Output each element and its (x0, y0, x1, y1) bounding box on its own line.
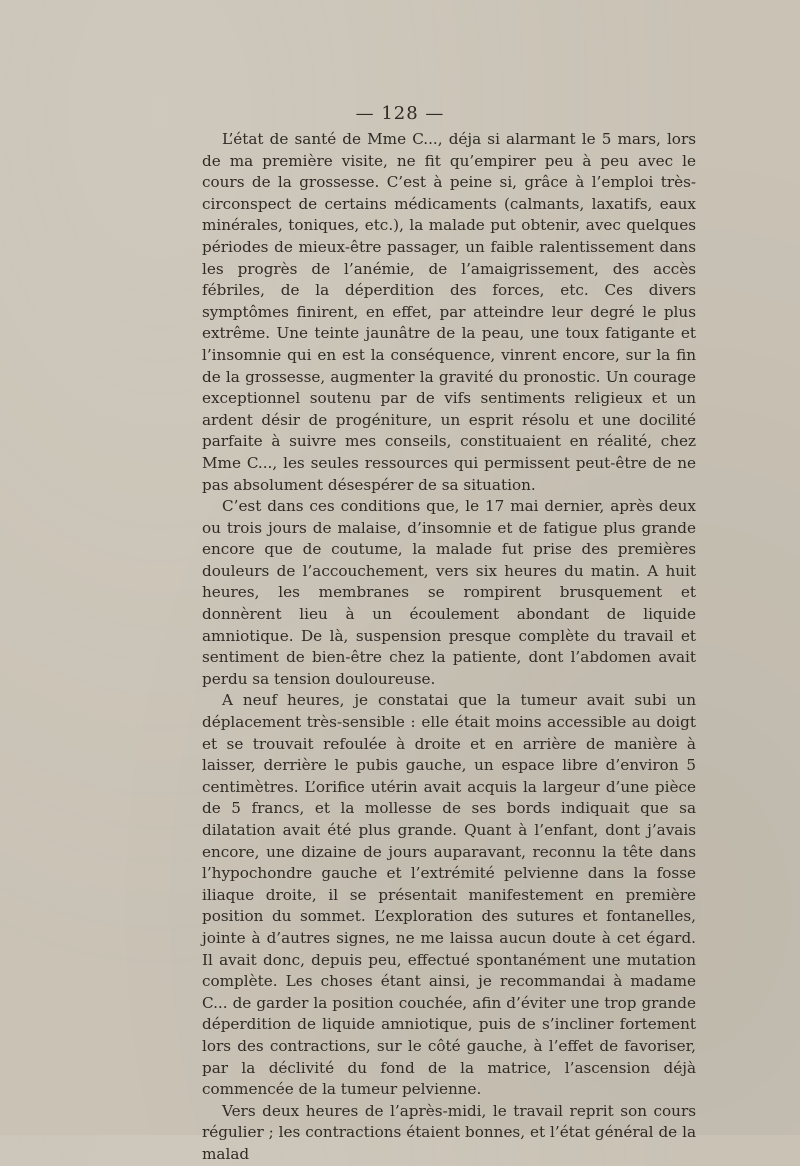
paragraph: A neuf heures, je constatai que la tumeur avait subi un déplacement très-sensible : elle était moins accessible au doigt et se trouvait refoulée à droite et en arrière de manière à laisser, derrière le pubis gauche, un espace libre d’environ 5 centimètres. L’orifice utérin avait acquis la largeur d’une pièce de 5 francs, et la mollesse de ses bords indiquait que sa dilatation avait été plus grande. Quant à l’enfant, dont j’avais encore, une dizaine de jours auparavant, reconnu la tête dans l’hypochondre gauche et l’extrémité pelvienne dans la fosse iliaque droite, il se présentait manifestement en première position du sommet. L’exploration des sutures et fontanelles, jointe à d’autres signes, ne me laissa aucun doute à cet égard. Il avait donc, depuis peu, effectué spontanément une mutation complète. Les choses étant ainsi, je recommandai à madame C... de garder la position couchée, afin d’éviter une trop grande déperdition de liquide amniotique, puis de s’incliner fortement lors des contractions, sur le côté gauche, à l’effet de favoriser, par la déclivité du fond de la matrice, l’ascension déjà commencée de la tumeur pelvienne. (202, 691, 696, 1099)
paragraph: Vers deux heures de l’après-midi, le travail reprit son cours régulier ; les contractions étaient bonnes, et l’état général de la malad (202, 1101, 696, 1163)
paragraph: C’est dans ces conditions que, le 17 mai dernier, après deux ou trois jours de malaise, d’insomnie et de fatigue plus grande encore que de coutume, la malade fut prise des premières douleurs de l’accouchement, vers six heures du matin. A huit heures, les membranes se rompirent brusquement et donnèrent lieu à un écoulement abondant de liquide amniotique. De là, suspension presque complète du travail et sentiment de bien-être chez la patiente, dont l’abdomen avait perdu sa tension douloureuse. (202, 497, 696, 688)
paragraph: L’état de santé de Mme C..., déja si alarmant le 5 mars, lors de ma première visite, ne fit qu’empirer peu à peu avec le cours de la grossesse. C’est à peine si, grâce à l’emploi très-circonspect de certains médicaments (calmants, laxatifs, eaux minérales, toniques, etc.), la malade put obtenir, avec quelques périodes de mieux-être passager, un faible ralentissement dans les progrès de l’anémie, de l’amaigrissement, des accès fébriles, de la déperdition des forces, etc. Ces divers symptômes finirent, en effet, par atteindre leur degré le plus extrême. Une teinte jaunâtre de la peau, une toux fatigante et l’insomnie qui en est la conséquence, vinrent encore, sur la fin de la grossesse, augmenter la gravité du pronostic. Un courage exceptionnel soutenu par de vifs sentiments religieux et un ardent désir de progéniture, un esprit résolu et une docilité parfaite à suivre mes conseils, constituaient en réalité, chez Mme C..., les seules ressources qui permissent peut-être de ne pas absolument désespérer de sa situation. (202, 130, 696, 494)
page-body (202, 129, 696, 1166)
page-number: — 128 — (355, 103, 445, 124)
